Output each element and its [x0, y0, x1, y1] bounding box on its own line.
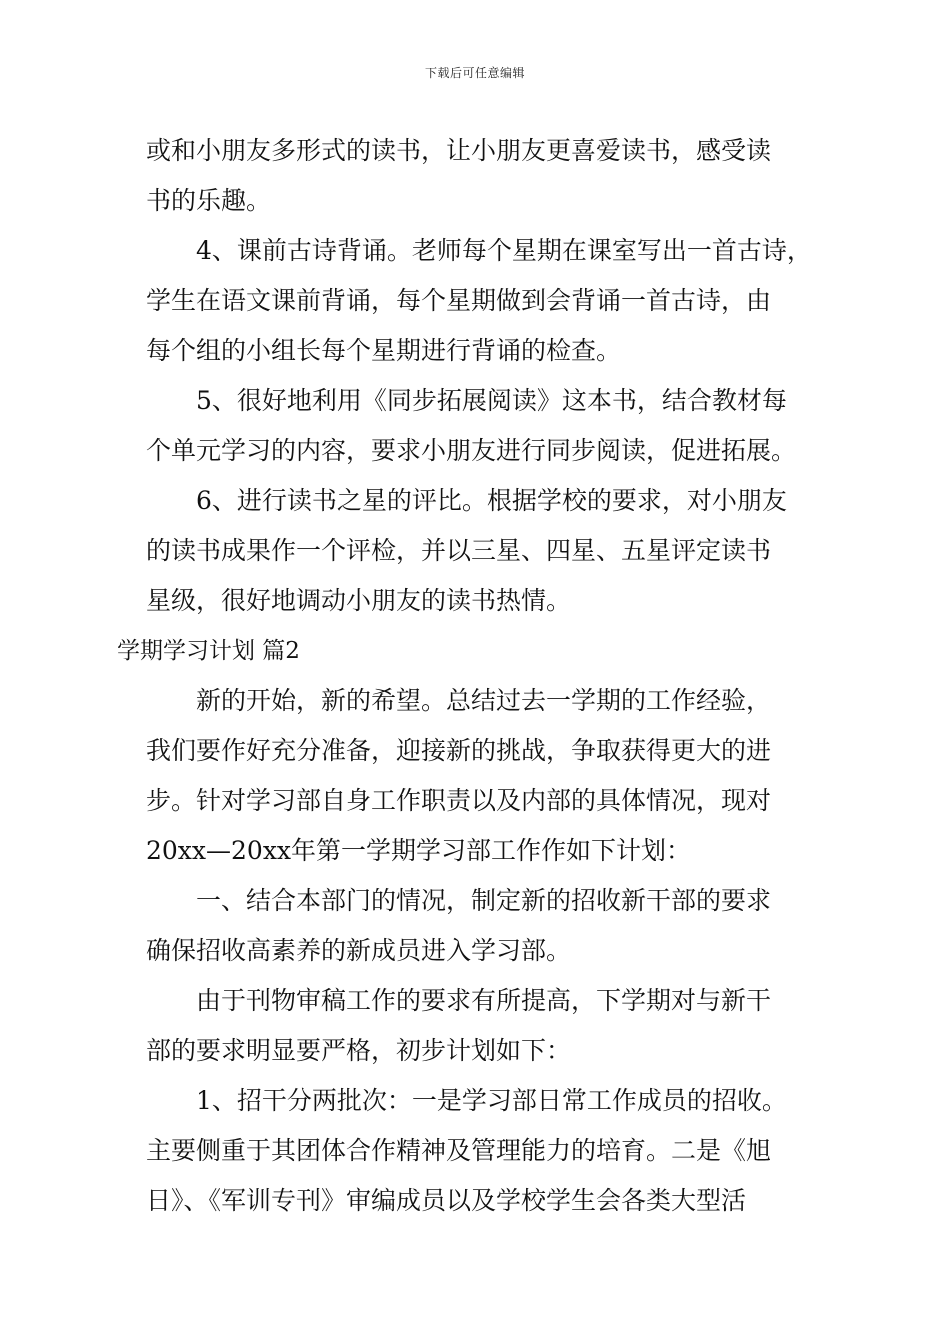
text-line: 每个组的小组长每个星期进行背诵的检查。 — [146, 336, 622, 365]
text-line: 部的要求明显要严格，初步计划如下： — [146, 1036, 572, 1065]
text-line: 20xx—20xx年第一学期学习部工作作如下计划： — [146, 836, 692, 865]
paragraph-start-line: 一、结合本部门的情况，制定新的招收新干部的要求 — [196, 886, 772, 915]
text-line: 主要侧重于其团体合作精神及管理能力的培育。二是《旭 — [146, 1136, 772, 1165]
text-line: 我们要作好充分准备，迎接新的挑战，争取获得更大的进 — [146, 736, 772, 765]
text-line: 确保招收高素养的新成员进入学习部。 — [146, 936, 572, 965]
text-line: 学生在语文课前背诵，每个星期做到会背诵一首古诗，由 — [146, 286, 772, 315]
paragraph-start-line: 由于刊物审稿工作的要求有所提高，下学期对与新干 — [196, 986, 772, 1015]
section-heading: 学期学习计划 篇2 — [117, 638, 300, 664]
text-line: 步。针对学习部自身工作职责以及内部的具体情况，现对 — [146, 786, 772, 815]
text-line: 书的乐趣。 — [146, 186, 272, 215]
text-line: 日》、《军训专刊》审编成员以及学校学生会各类大型活 — [146, 1186, 747, 1215]
text-line: 或和小朋友多形式的读书，让小朋友更喜爱读书，感受读 — [146, 136, 772, 165]
text-line: 星级，很好地调动小朋友的读书热情。 — [146, 586, 572, 615]
paragraph-start-line: 4、课前古诗背诵。老师每个星期在课室写出一首古诗， — [196, 236, 812, 265]
text-line: 的读书成果作一个评检，并以三星、四星、五星评定读书 — [146, 536, 772, 565]
paragraph-start-line: 6、进行读书之星的评比。根据学校的要求，对小朋友 — [196, 486, 787, 515]
paragraph-start-line: 5、很好地利用《同步拓展阅读》这本书，结合教材每 — [196, 386, 787, 415]
text-line: 个单元学习的内容，要求小朋友进行同步阅读，促进拓展。 — [146, 436, 797, 465]
document-body — [117, 126, 816, 1226]
page-header-watermark: 下载后可任意编辑 — [424, 66, 525, 80]
paragraph-start-line: 1、招干分两批次：一是学习部日常工作成员的招收。 — [196, 1086, 787, 1115]
paragraph-start-line: 新的开始，新的希望。总结过去一学期的工作经验， — [196, 686, 772, 715]
